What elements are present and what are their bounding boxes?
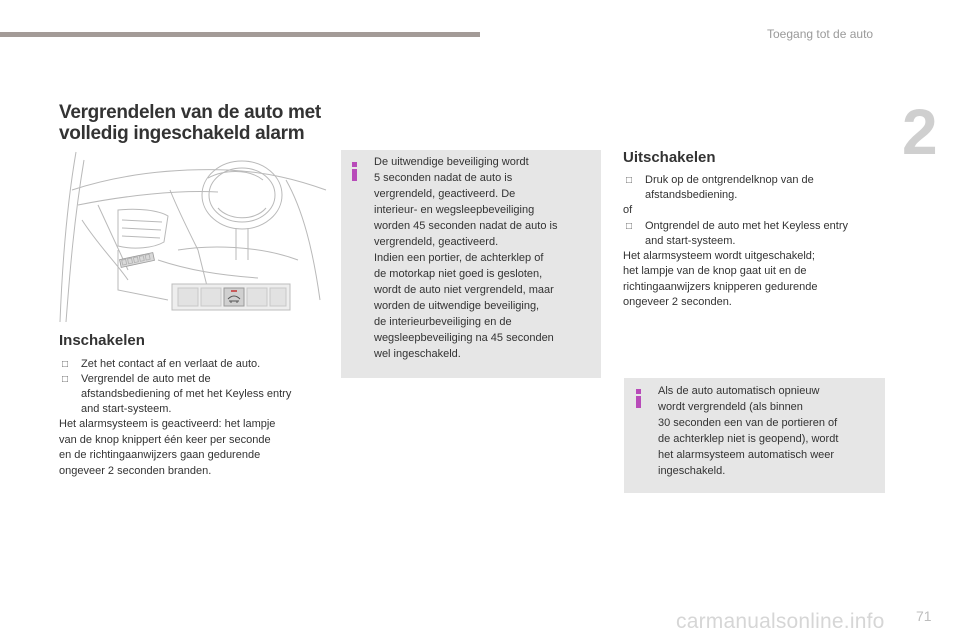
page-title <box>59 102 349 144</box>
info-line: De uitwendige beveiliging wordt <box>374 156 529 168</box>
inschakelen-steps <box>59 357 329 479</box>
list-item-text: Druk op de ontgrendelknop van de <box>645 174 814 186</box>
list-item-text: afstandsbediening. <box>645 189 738 201</box>
page-title-line: volledig ingeschakeld alarm <box>59 123 305 144</box>
chapter-number: 2 <box>902 96 938 168</box>
checkbox-bullet-icon: □ <box>62 359 69 370</box>
section-heading-inschakelen: Inschakelen <box>59 332 145 349</box>
paragraph-line: Het alarmsysteem wordt uitgeschakeld; <box>623 249 815 262</box>
paragraph <box>59 417 329 479</box>
paragraph-line: richtingaanwijzers knipperen gedurende <box>623 280 818 293</box>
info-line: de achterklep niet is geopend), wordt <box>658 433 839 445</box>
info-line: het alarmsysteem automatisch weer <box>658 449 835 461</box>
paragraph-line: ongeveer 2 seconden branden. <box>59 464 212 477</box>
list-item-text: Zet het contact af en verlaat de auto. <box>81 358 261 370</box>
or-text: of <box>623 204 633 216</box>
list-item-text: Ontgrendel de auto met het Keyless entry <box>645 219 849 232</box>
dashboard-illustration <box>58 150 328 322</box>
paragraph-line: van de knop knippert één keer per seconde <box>59 433 271 446</box>
info-line: vergrendeld, geactiveerd. <box>374 236 499 248</box>
list-item <box>623 219 888 249</box>
paragraph-line: Het alarmsysteem is geactiveerd: het lampje <box>59 418 276 430</box>
page-title-line: Vergrendelen van de auto met <box>59 102 321 123</box>
info-line: 30 seconden een van de portieren of <box>658 417 838 429</box>
info-line: 5 seconden nadat de auto is <box>374 172 513 184</box>
info-line: wegsleepbeveiliging na 45 seconden <box>374 332 554 344</box>
checkbox-bullet-icon: □ <box>62 374 69 385</box>
list-item <box>59 357 329 372</box>
header-bar <box>0 32 480 37</box>
info-line: wel ingeschakeld. <box>374 348 461 360</box>
alarm-button-panel <box>172 284 290 310</box>
info-line: ingeschakeld. <box>658 465 726 477</box>
info-line: vergrendeld, geactiveerd. De <box>374 188 516 200</box>
info-line: wordt vergrendeld (als binnen <box>658 401 803 413</box>
list-item-text: afstandsbediening of met het Keyless entry <box>81 388 292 400</box>
info-line: de interieurbeveiliging en de <box>374 316 512 328</box>
page-number: 71 <box>916 608 932 624</box>
checkbox-bullet-icon: □ <box>626 175 633 186</box>
paragraph-line: en de richtingaanwijzers gaan gedurende <box>59 449 261 461</box>
section-heading-uitschakelen: Uitschakelen <box>623 149 716 166</box>
info-line: Als de auto automatisch opnieuw <box>658 385 820 397</box>
info-text <box>374 154 557 362</box>
info-line: worden 45 seconden nadat de auto is <box>374 220 558 232</box>
uitschakelen-steps <box>623 173 888 311</box>
info-icon <box>636 389 642 408</box>
list-item-text: Vergrendel de auto met de <box>81 373 211 385</box>
checkbox-bullet-icon: □ <box>626 220 633 232</box>
section-title: Toegang tot de auto <box>767 27 874 41</box>
info-line: Indien een portier, de achterklep of <box>374 252 544 264</box>
paragraph <box>623 249 888 311</box>
info-line: wordt de auto niet vergrendeld, maar <box>374 284 554 296</box>
list-item <box>59 372 329 417</box>
paragraph-line: het lampje van de knop gaat uit en de <box>623 265 807 277</box>
info-line: interieur- en wegsleepbeveiliging <box>374 204 535 216</box>
info-icon <box>352 162 358 181</box>
list-item-text: and start-systeem. <box>81 403 172 415</box>
watermark: carmanualsonline.info <box>676 610 885 633</box>
list-item <box>623 173 888 203</box>
info-line: worden de uitwendige beveiliging, <box>374 300 540 312</box>
info-line: de motorkap niet goed is gesloten, <box>374 268 543 280</box>
paragraph-line: ongeveer 2 seconden. <box>623 296 732 308</box>
list-item-text: and start-systeem. <box>645 234 736 247</box>
info-text <box>658 383 838 479</box>
